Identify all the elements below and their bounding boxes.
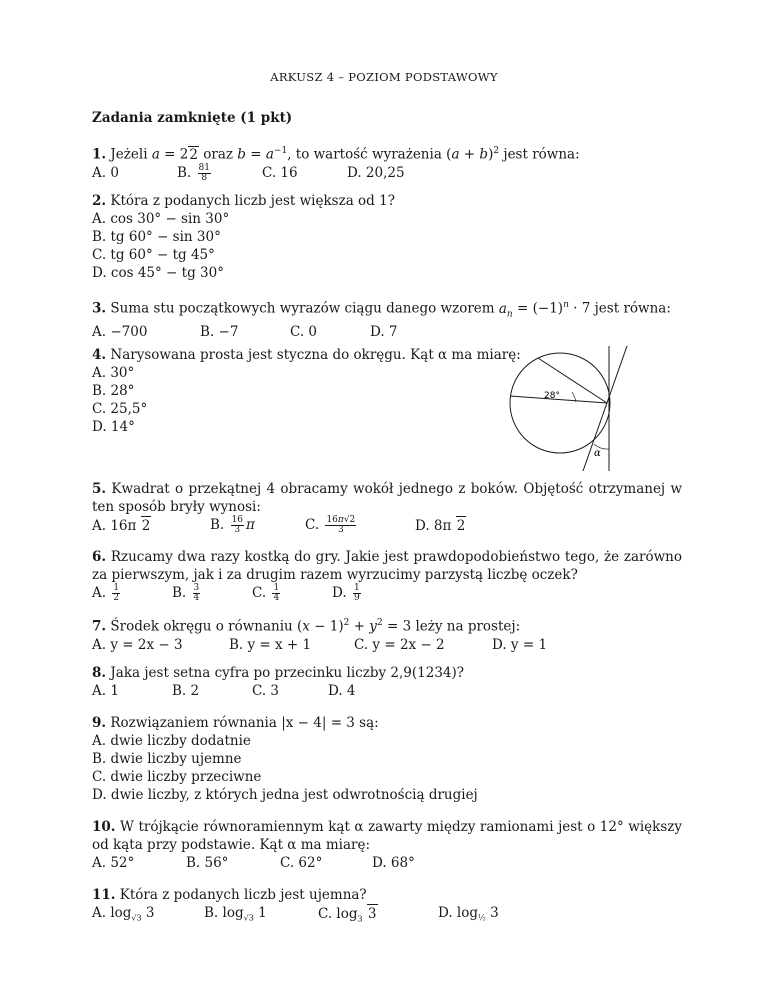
option-c: C. 3: [252, 683, 280, 699]
option-b: B. y = x + 1: [229, 636, 312, 653]
question-4: 4. Narysowana prosta jest styczna do okręgu. Kąt α ma miarę: A. 30° B. 28° C. 25,5° D. 14°: [92, 346, 682, 436]
question-9: 9. Rozwiązaniem równania |x − 4| = 3 są: A. dwie liczby dodatnie B. dwie liczby ujemne C. dwie liczby przeciwne D. dwie liczby, z których jedna jest odwrotnością drugiej: [92, 714, 682, 804]
option-c: C. $\frac{1}{4}$: [252, 583, 280, 603]
question-8: 8. Jaka jest setna cyfra po przecinku liczby 2,9(1234)? A. 1 B. 2 C. 3 D. 4: [92, 665, 465, 699]
option-c: C. 25,5°: [92, 401, 148, 417]
option-a: A. 30°: [92, 365, 135, 381]
section-title: Zadania zamknięte (1 pkt): [92, 110, 293, 126]
option-b: B. $\frac{16}{3}$ π: [210, 515, 255, 535]
option-d: D. y = 1: [492, 636, 548, 653]
option-d: D. $\frac{1}{9}$: [332, 583, 360, 603]
option-d: D. 14°: [92, 419, 135, 435]
option-c: C. dwie liczby przeciwne: [92, 769, 262, 785]
question-5: 5. Kwadrat o przekątnej 4 obracamy wokół jednego z boków. Objętość otrzymanej w ten sposób bryły wynosi: A. 16π 2 B. $\frac{16}{3}$ π C. $\frac{16\pi√2}{3}$ D. 8π 2: [92, 481, 682, 535]
option-b: B. 28°: [92, 383, 135, 399]
option-b: B. dwie liczby ujemne: [92, 751, 242, 767]
option-d: D. cos 45° − tg 30°: [92, 265, 224, 281]
option-d: D. 7: [370, 324, 398, 341]
option-d: D. 4: [328, 683, 356, 699]
option-c: C. 0: [290, 324, 318, 341]
option-d: D. 68°: [372, 855, 415, 871]
option-b: B. $\log_{√3} 1$: [204, 905, 267, 923]
question-number: 1.: [92, 146, 107, 163]
option-d: D. 20,25: [347, 164, 405, 181]
question-6: 6. Rzucamy dwa razy kostką do gry. Jakie jest prawdopodobieństwo tego, że zarówno za pierwszym, jak i za drugim razem wyrzucimy parzystą liczbę oczek? A. $\frac{1}{2}$ B. $\frac{3}{4}$ C. $\frac{1}{4}$ D. $\frac{1}{9}$: [92, 549, 682, 603]
option-d: D. $\log_{\frac{1}{2}} 3$: [438, 905, 499, 923]
option-c: C. tg 60° − tg 45°: [92, 247, 215, 263]
option-a: A. 16π 2: [92, 518, 151, 534]
question-11: 11. Która z podanych liczb jest ujemna? A. $\log_{√3} 3$ B. $\log_{√3} 1$ C. $\log_3 3$ D. $\log_{\frac{1}{2}} 3$: [92, 886, 682, 929]
option-c: C. 16: [262, 164, 298, 181]
question-3: 3. Suma stu początkowych wyrazów ciągu danego wzorem $a_n = (-1)^n \cdot 7$ jest równa: A. −700 B. −7 C. 0 D. 7: [92, 300, 671, 341]
question-2: 2. Która z podanych liczb jest większa od 1? A. cos 30° − sin 30° B. tg 60° − sin 30° C. tg 60° − tg 45° D. cos 45° − tg 30°: [92, 192, 682, 282]
alpha-label: α: [594, 448, 601, 459]
option-a: A. $\frac{1}{2}$: [92, 583, 120, 603]
option-b: B. 2: [172, 683, 200, 699]
option-d: D. dwie liczby, z których jedna jest odwrotnością drugiej: [92, 787, 478, 803]
question-7: 7. Środek okręgu o równaniu $(x - 1)^2 + y^2 = 3$ leży na prostej: A. y = 2x − 3 B. y = x + 1 C. y = 2x − 2 D. y = 1: [92, 618, 548, 653]
option-c: C. $\log_3 3$: [318, 906, 377, 924]
option-a: A. dwie liczby dodatnie: [92, 733, 251, 749]
option-b: B. $\frac{3}{4}$: [172, 583, 200, 603]
question-10: 10. W trójkącie równoramiennym kąt α zawarty między ramionami jest o 12° większy od kąta przy podstawie. Kąt α ma miarę: A. 52° B. 56° C. 62° D. 68°: [92, 819, 682, 871]
question-1: 1. Jeżeli a = 22 oraz $b = a^{-1}$, to wartość wyrażenia $(a + b)^2$ jest równa: A. 0 B. $\frac{81}{8}$ C. 16 D. 20,25: [92, 146, 580, 183]
option-d: D. 8π 2: [415, 518, 466, 534]
option-b: B. tg 60° − sin 30°: [92, 229, 221, 245]
option-a: A. 1: [92, 683, 119, 699]
option-a: A. 52°: [92, 855, 135, 871]
option-c: C. $\frac{16\pi√2}{3}$: [305, 515, 356, 535]
sheet-header: ARKUSZ 4 – POZIOM PODSTAWOWY: [270, 70, 498, 84]
option-a: A. 0: [92, 164, 119, 181]
option-c: C. y = 2x − 2: [354, 636, 445, 653]
option-c: C. 62°: [280, 855, 323, 871]
option-b: B. −7: [200, 324, 239, 341]
angle-label: 28°: [544, 391, 560, 401]
option-b: B. 56°: [186, 855, 229, 871]
option-a: A. y = 2x − 3: [92, 636, 183, 653]
option-a: A. −700: [92, 324, 148, 341]
circle-tangent-figure: [490, 346, 660, 471]
option-a: A. cos 30° − sin 30°: [92, 211, 230, 227]
option-a: A. $\log_{√3} 3$: [92, 905, 155, 923]
option-b: B. $\frac{81}{8}$: [177, 162, 210, 183]
